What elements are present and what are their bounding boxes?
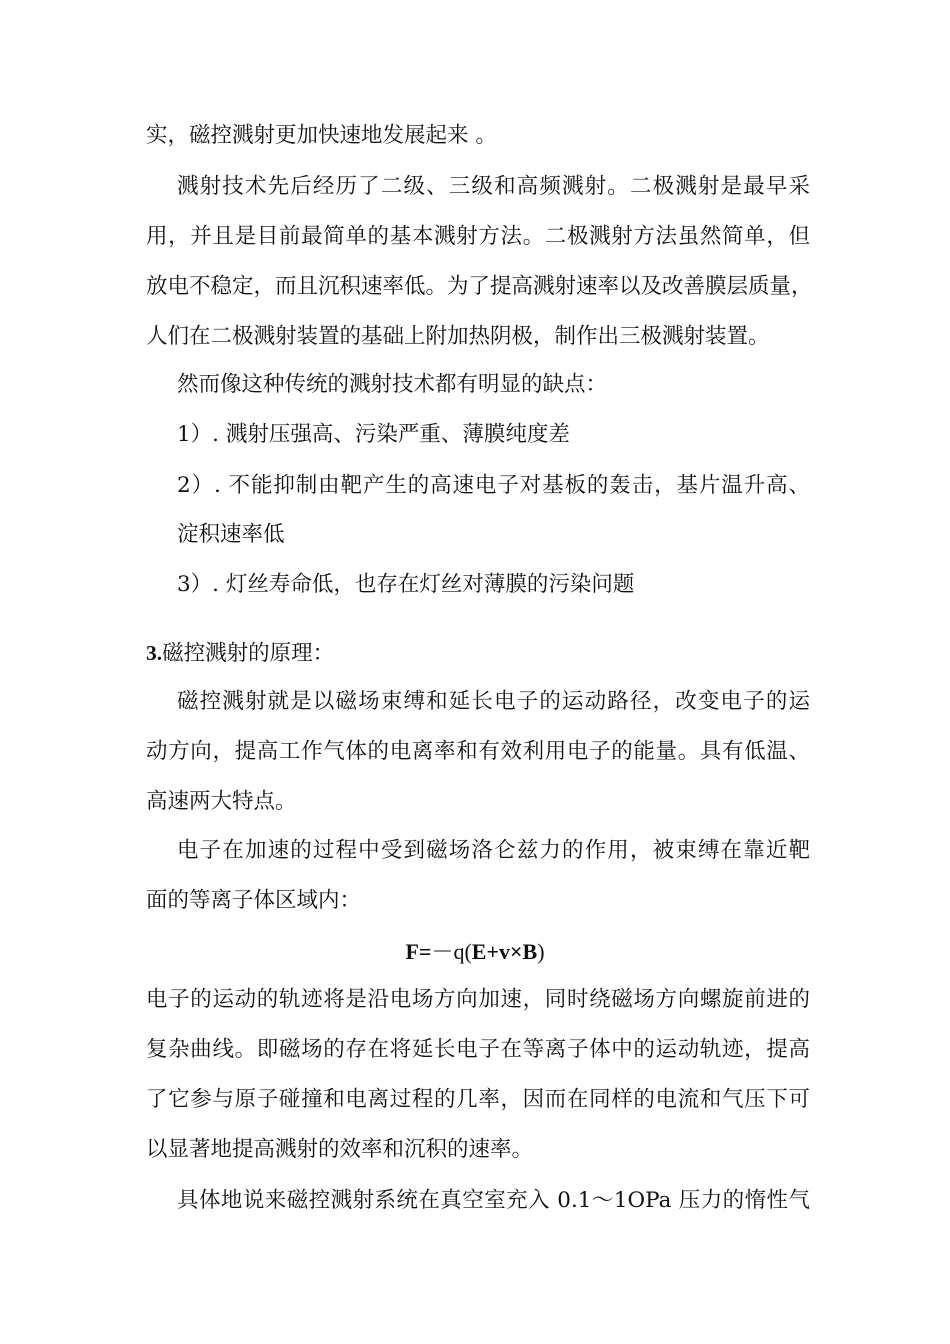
text-line: 电子在加速的过程中受到磁场洛仑兹力的作用，被束缚在靠近靶 [177, 838, 810, 863]
text-line: 了它参与原子碰撞和电离过程的几率，因而在同样的电流和气压下可 [146, 1087, 810, 1112]
formula-part: F= [405, 939, 432, 964]
formula-part: E+v×B [471, 939, 538, 964]
text-line: 用，并且是目前最简单的基本溅射方法。二极溅射方法虽然简单，但 [146, 224, 810, 249]
text-line: 面的等离子体区域内： [146, 888, 362, 913]
text-line: 具体地说来磁控溅射系统在真空室充入 0.1～1OPa 压力的惰性气 [177, 1188, 810, 1213]
text-line: 实，磁控溅射更加快速地发展起来 。 [146, 123, 497, 148]
text-line: 磁控溅射就是以磁场束缚和延长电子的运动路径，改变电子的运 [177, 689, 810, 714]
list-item-continuation: 淀积速率低 [177, 522, 285, 547]
section-number: 3. [146, 641, 163, 665]
section-heading [146, 638, 334, 669]
formula-part: ) [537, 939, 545, 964]
list-item: 1）. 溅射压强高、污染严重、薄膜纯度差 [177, 422, 570, 447]
text-line: 人们在二极溅射装置的基础上附加热阴极，制作出三极溅射装置。 [146, 324, 770, 349]
section-title: 磁控溅射的原理： [162, 641, 335, 666]
text-line: 高速两大特点。 [146, 789, 297, 814]
formula [0, 937, 950, 967]
text-line: 动方向，提高工作气体的电离率和有效利用电子的能量。具有低温、 [146, 739, 810, 764]
text-line: 复杂曲线。即磁场的存在将延长电子在等离子体中的运动轨迹，提高 [146, 1037, 810, 1062]
text-line: 以显著地提高溅射的效率和沉积的速率。 [146, 1137, 534, 1162]
list-item: 2）. 不能抑制由靶产生的高速电子对基板的轰击，基片温升高、 [177, 473, 810, 498]
text-line: 然而像这种传统的溅射技术都有明显的缺点： [177, 372, 608, 397]
text-line: 电子的运动的轨迹将是沿电场方向加速，同时绕磁场方向螺旋前进的 [146, 987, 810, 1012]
list-item: 3）. 灯丝寿命低，也存在灯丝对薄膜的污染问题 [177, 572, 635, 597]
text-line: 溅射技术先后经历了二级、三级和高频溅射。二极溅射是最早采 [177, 174, 810, 199]
text-line: 放电不稳定，而且沉积速率低。为了提高溅射速率以及改善膜层质量， [146, 274, 813, 299]
formula-part: －q( [431, 939, 472, 964]
